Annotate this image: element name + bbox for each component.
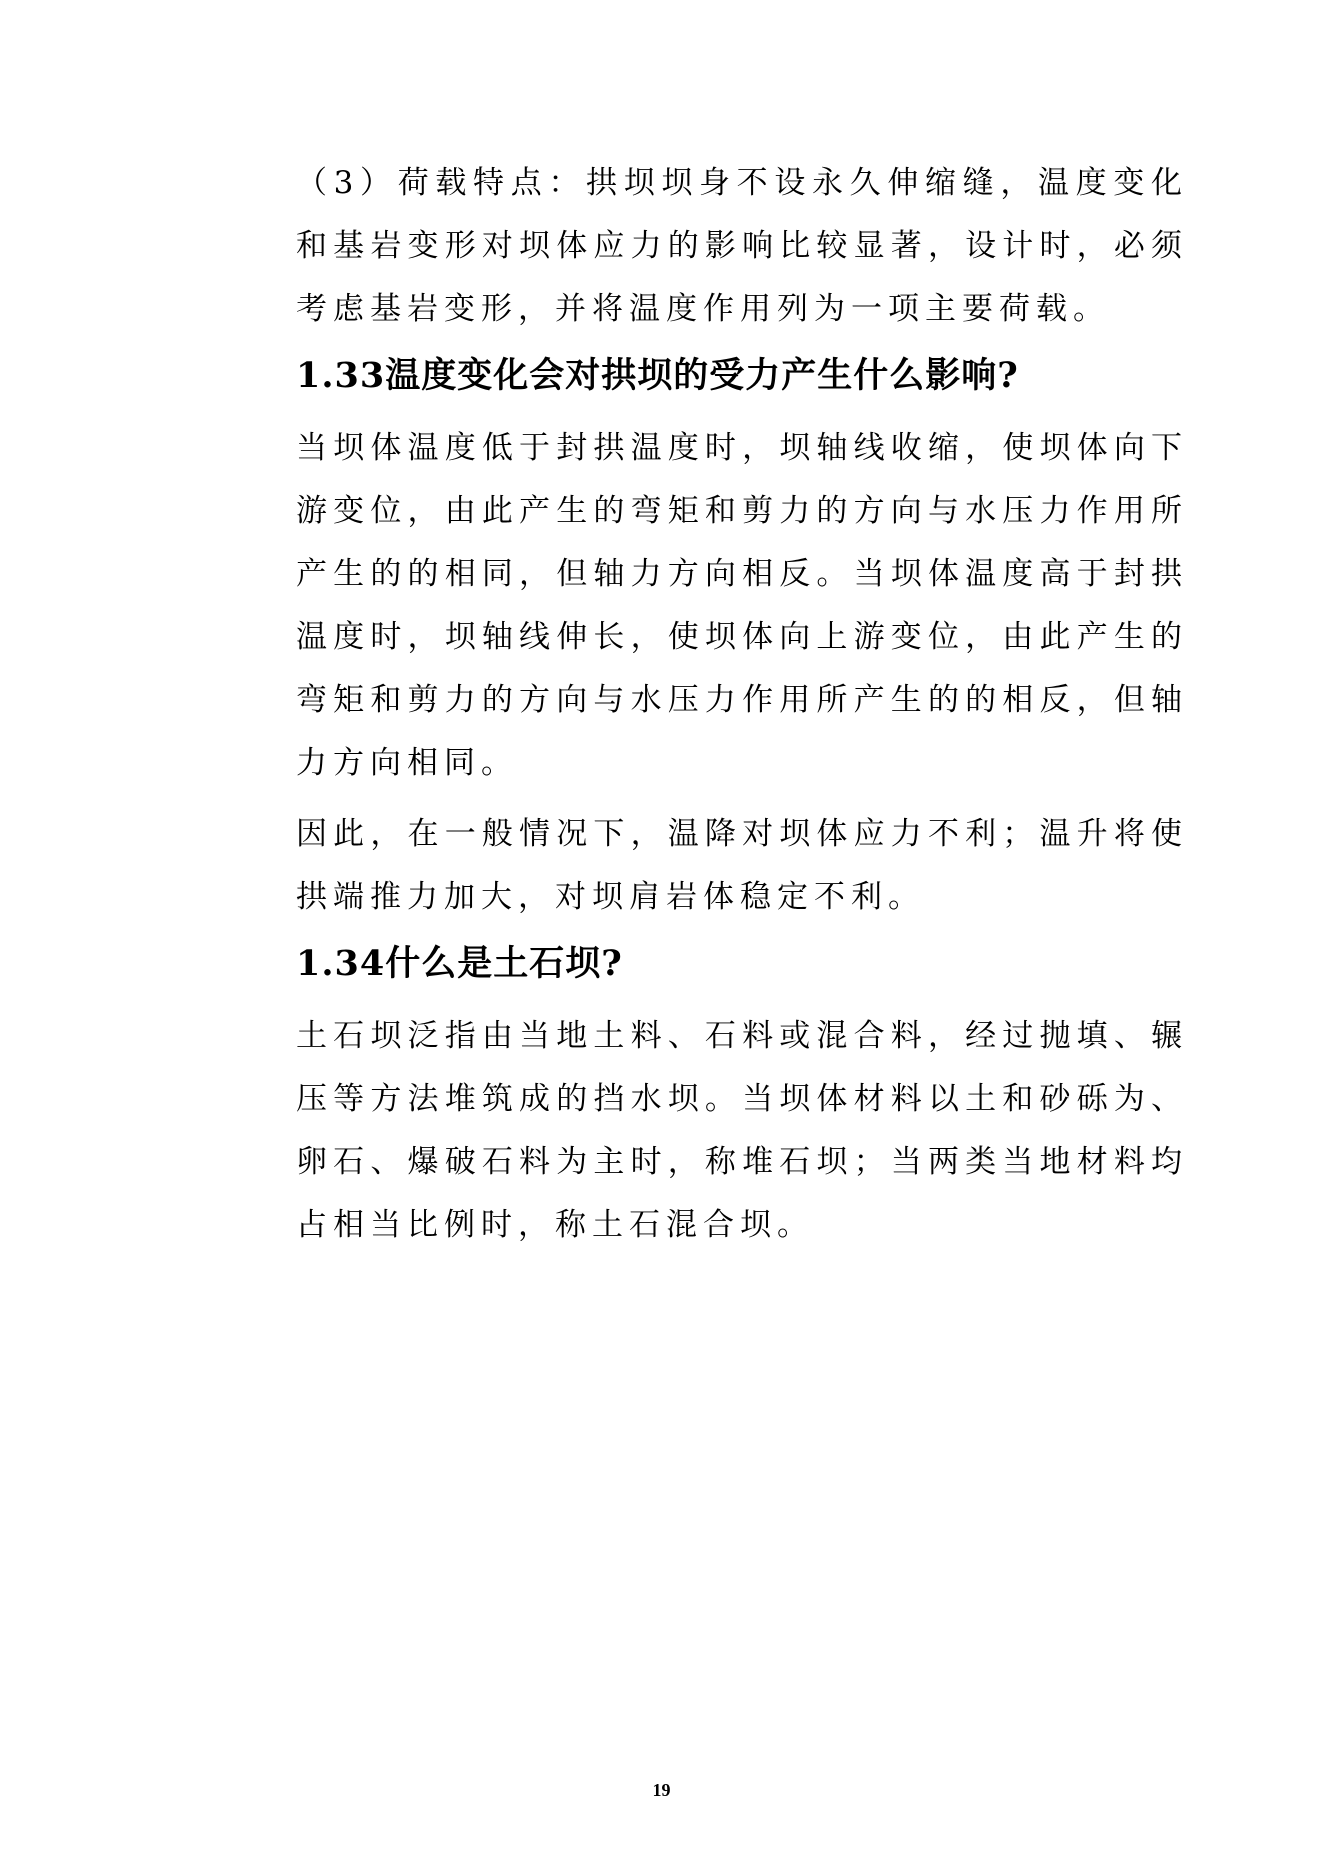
paragraph-earth-rock-dam: 土石坝泛指由当地土料、石料或混合料，经过抛填、辗压等方法堆筑成的挡水坝。当坝体材料以土和砂砾为、卵石、爆破石料为主时，称堆石坝；当两类当地材料均占相当比例时，称土石混合坝。 (296, 1018, 1188, 1243)
paragraph-temperature-conclusion: 因此，在一般情况下，温降对坝体应力不利；温升将使拱端推力加大，对坝肩岩体稳定不利。 (296, 816, 1188, 915)
page-content (296, 152, 1188, 1265)
paragraph-load-characteristics: （3）荷载特点：拱坝坝身不设永久伸缩缝，温度变化和基岩变形对坝体应力的影响比较显著，设计时，必须考虑基岩变形，并将温度作用列为一项主要荷载。 (296, 165, 1188, 327)
paragraph-temperature-effect: 当坝体温度低于封拱温度时，坝轴线收缩，使坝体向下游变位，由此产生的弯矩和剪力的方向与水压力作用所产生的的相同，但轴力方向相反。当坝体温度高于封拱温度时，坝轴线伸长，使坝体向上游变位，由此产生的弯矩和剪力的方向与水压力作用所产生的的相反，但轴力方向相同。 (296, 430, 1188, 781)
page-number: 19 (652, 1780, 671, 1800)
heading-1-34: 1.34什么是土石坝? (296, 943, 623, 984)
heading-1-33: 1.33温度变化会对拱坝的受力产生什么影响? (296, 355, 1019, 396)
